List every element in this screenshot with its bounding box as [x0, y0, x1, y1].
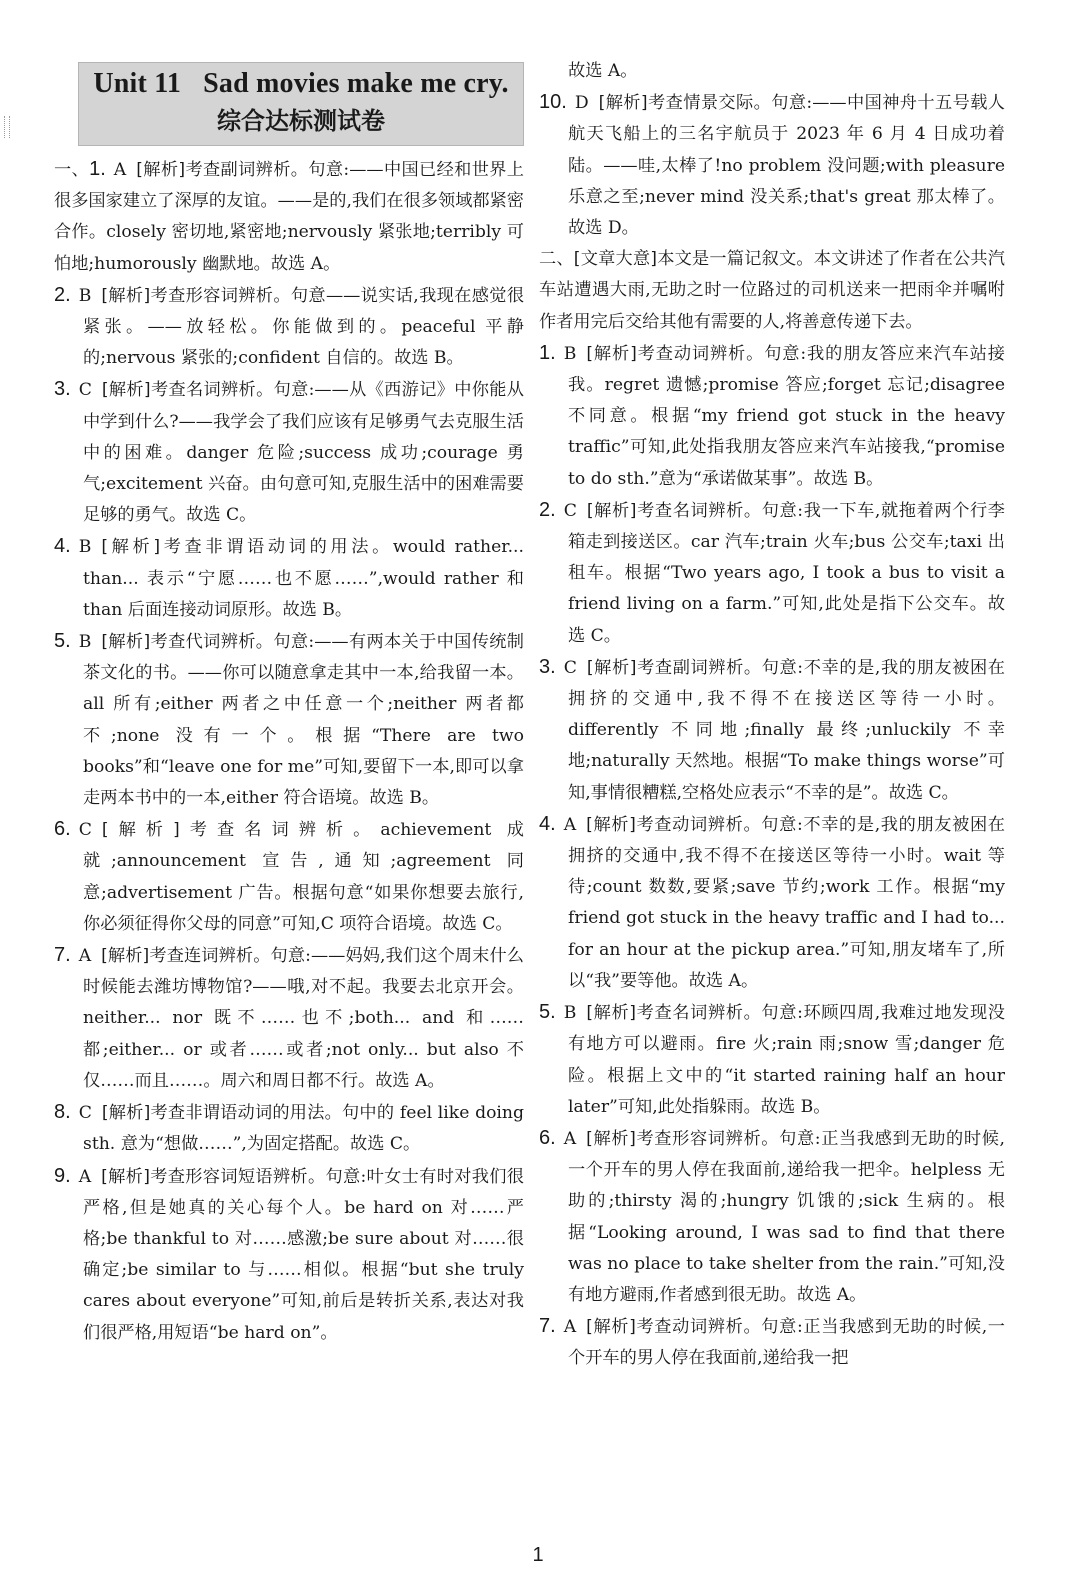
item-text: 考查动词辨析。句意:我的朋友答应来汽车站接我。regret 遗憾;promise 答应;forget 忘记;disagree 不同意。根据“my friend got stuck in the heavy traffic”可知,此处指我朋友答应来汽车站接我,“promise to do sth.”意为“承诺做某事”。故选 B。: [568, 343, 1005, 489]
item-answer: B: [563, 343, 577, 364]
item-text: 考查名词辨析。achievement 成就;announcement 宣告,通知;agreement 同意;advertisement 广告。根据句意“如果你想要去旅行,你必须征得你父母的同意”可知,C 项符合语境。故选 C。: [83, 820, 524, 934]
item-answer: A: [113, 160, 127, 180]
analysis-tag: [解析]: [101, 946, 150, 967]
analysis-tag: [解析]: [101, 820, 180, 841]
test-subtitle: 综合达标测试卷: [217, 107, 385, 135]
analysis-tag: [解析]: [101, 380, 151, 401]
item-text: 考查动词辨析。句意:不幸的是,我的朋友被困在拥挤的交通中,我不得不在接送区等待一小时。wait 等待;count 数数,要紧;save 节约;work 工作。根据“my friend got stuck in the heavy traffic and I had to... for an hour at the pickup area.”可知,朋友堵车了,所以“我”要等他。故选 A。: [568, 814, 1005, 991]
item-answer: B: [563, 1003, 577, 1024]
analysis-tag: [解析]: [586, 814, 636, 835]
analysis-tag: [解析]: [586, 1317, 636, 1338]
item-text: 考查连词辨析。句意:——妈妈,我们这个周末什么时候能去潍坊博物馆?——哦,对不起。我要去北京开会。neither... nor 既不……也不;both... and 和……都;either... or 或者……或者;not only... but also 不仅……而且……。周六和周日都不行。故选 A。: [83, 946, 524, 1091]
item-number: 5.: [54, 630, 71, 653]
analysis-tag: [解析]: [586, 343, 637, 364]
page-number: 1: [532, 1544, 544, 1566]
answer-item: [54, 940, 524, 1097]
answer-item: [539, 652, 1005, 809]
item-answer: C: [78, 820, 92, 841]
item-number: 4.: [539, 812, 556, 835]
item-text: 考查动词辨析。句意:正当我感到无助的时候,一个开车的男人停在我面前,递给我一把: [568, 1317, 1005, 1369]
section-label: 二、: [539, 249, 574, 270]
item-text: 考查形容词辨析。句意——说实话,我现在感觉很紧张。——放轻松。你能做到的。peaceful 平静的;nervous 紧张的;confident 自信的。故选 B。: [83, 285, 525, 369]
item-number: 10.: [539, 91, 567, 114]
answer-item: [54, 280, 524, 375]
answer-item: [539, 1123, 1005, 1311]
item-answer: C: [563, 500, 577, 521]
item-number: 6.: [539, 1126, 556, 1149]
binding-margin-mark: [4, 116, 10, 138]
item-text: 考查非谓语动词的用法。句中的 feel like doing sth. 意为“想做……”,为固定搭配。故选 C。: [83, 1103, 524, 1155]
summary-tag: [文章大意]: [573, 249, 658, 270]
item-answer: C: [563, 657, 577, 678]
item-text: 考查非谓语动词的用法。would rather... than... 表示“宁愿……也不愿……”,would rather 和 than 后面连接动词原形。故选 B。: [83, 537, 524, 620]
item-number: 7.: [539, 1315, 556, 1338]
right-column: [539, 56, 1005, 1375]
answer-item: [539, 495, 1005, 652]
answer-item: [54, 814, 524, 940]
unit-title: [79, 65, 523, 103]
item-text: 考查副词辨析。句意:——中国已经和世界上很多国家建立了深厚的友谊。——是的,我们在很多领域都紧密合作。closely 密切地,紧密地;nervously 紧张地;terribly 可怕地;humorously 幽默地。故选 A。: [54, 160, 524, 274]
item-answer: B: [78, 632, 92, 653]
item-answer: A: [563, 1128, 577, 1149]
lesson-title: Sad movies make me cry.: [203, 68, 509, 99]
item-number: 1.: [539, 341, 556, 364]
answer-item: [54, 154, 524, 280]
analysis-tag: [解析]: [101, 1166, 150, 1187]
item-text: 考查情景交际。句意:——中国神舟十五号载人航天飞船上的三名宇航员于 2023 年 6 月 4 日成功着陆。——哇,太棒了!no problem 没问题;with pleasure 乐意之至;never mind 没关系;that's great 那太棒了。故选 D。: [568, 93, 1005, 239]
item-number: 4.: [54, 535, 71, 558]
item-answer: A: [563, 814, 577, 835]
unit-label: Unit 11: [93, 68, 182, 99]
item-answer: C: [78, 380, 92, 401]
item-text: 考查副词辨析。句意:不幸的是,我的朋友被困在拥挤的交通中,我不得不在接送区等待一小时。differently 不同地;finally 最终;unluckily 不幸地;naturally 天然地。根据“To make things worse”可知,事情很糟糕,空格处应表示“不幸的是”。故选 C。: [568, 657, 1005, 803]
analysis-tag: [解析]: [101, 285, 151, 306]
carry-over-text: 故选 A。: [568, 61, 638, 81]
answer-item: [539, 1311, 1005, 1374]
title-box: [78, 62, 524, 146]
item-text: 考查形容词短语辨析。句意:叶女士有时对我们很严格,但是她真的关心每个人。be hard on 对……严格;be thankful to 对……感激;be sure about 对……很确定;be similar to 与……相似。根据“but she truly cares about everyone”可知,前后是转折关系,表达对我们很严格,用短语“be hard on”。: [83, 1166, 524, 1343]
analysis-tag: [解析]: [598, 93, 648, 114]
item-number: 9.: [54, 1164, 71, 1187]
answer-item: [539, 338, 1005, 495]
answer-item: [54, 1097, 524, 1160]
item-answer: D: [574, 93, 589, 114]
answer-item: [539, 809, 1005, 997]
answer-item: [54, 1161, 524, 1349]
answer-item: [54, 626, 524, 814]
answer-item: [539, 997, 1005, 1123]
analysis-tag: [解析]: [586, 657, 637, 678]
answer-item: [54, 531, 524, 626]
item-answer: B: [78, 537, 92, 558]
item-text: 考查名词辨析。句意:——从《西游记》中你能从中学到什么?——我学会了我们应该有足够勇气去克服生活中的困难。danger 危险;success 成功;courage 勇气;excitement 兴奋。由句意可知,克服生活中的困难需要足够的勇气。故选 C。: [83, 380, 524, 526]
item-number: 2.: [539, 498, 556, 521]
item-number: 6.: [54, 818, 71, 841]
item-text: 考查代词辨析。句意:——有两本关于中国传统制茶文化的书。——你可以随意拿走其中一本,给我留一本。all 所有;either 两者之中任意一个;neither 两者都不;none 没有一个。根据“There are two books”和“leave one for me”可知,要留下一本,即可以拿走两本书中的一本,either 符合语境。故选 B。: [83, 632, 524, 809]
item-number: 7.: [54, 944, 71, 967]
item-number: 3.: [539, 655, 556, 678]
item-answer: C: [78, 1103, 92, 1124]
item-text: 考查名词辨析。句意:我一下车,就拖着两个行李箱走到接送区。car 汽车;train 火车;bus 公交车;taxi 出租车。根据“Two years ago, I took a bus to visit a friend living on a farm.”可知,此处是指下公交车。故选 C。: [568, 500, 1005, 646]
item-number: 2.: [54, 283, 71, 306]
item-text: 考查形容词辨析。句意:正当我感到无助的时候,一个开车的男人停在我面前,递给我一把伞。helpless 无助的;thirsty 渴的;hungry 饥饿的;sick 生病的。根据“Looking around, I was sad to find that there was no place to take shelter from the rain.”可知,没有地方避雨,作者感到很无助。故选 A。: [568, 1128, 1005, 1305]
item-number: 1.: [89, 158, 106, 180]
item-answer: A: [78, 946, 92, 967]
item-answer: A: [563, 1317, 577, 1338]
item-number: 5.: [539, 1001, 556, 1024]
section-label: 一、: [54, 160, 90, 180]
analysis-tag: [解析]: [586, 500, 637, 521]
analysis-tag: [解析]: [136, 160, 186, 180]
answer-item: [54, 374, 524, 531]
analysis-tag: [解析]: [101, 632, 151, 653]
item-answer: A: [78, 1166, 92, 1187]
item-answer: B: [78, 285, 92, 306]
item-number: 8.: [54, 1101, 71, 1124]
left-column: [54, 56, 524, 1349]
item-text: 考查名词辨析。句意:环顾四周,我难过地发现没有地方可以避雨。fire 火;rain 雨;snow 雪;danger 危险。根据上文中的“it started raining half an hour later”可知,此处指躲雨。故选 B。: [568, 1003, 1005, 1117]
section-summary: [539, 244, 1005, 338]
analysis-tag: [解析]: [101, 537, 161, 558]
item-number: 3.: [54, 378, 71, 401]
analysis-tag: [解析]: [586, 1128, 636, 1149]
answer-item: [539, 87, 1005, 244]
analysis-tag: [解析]: [586, 1003, 637, 1024]
analysis-tag: [解析]: [101, 1103, 151, 1124]
summary-text: 本文是一篇记叙文。本文讲述了作者在公共汽车站遭遇大雨,无助之时一位路过的司机送来一把雨伞并嘱咐作者用完后交给其他有需要的人,将善意传递下去。: [539, 249, 1005, 332]
